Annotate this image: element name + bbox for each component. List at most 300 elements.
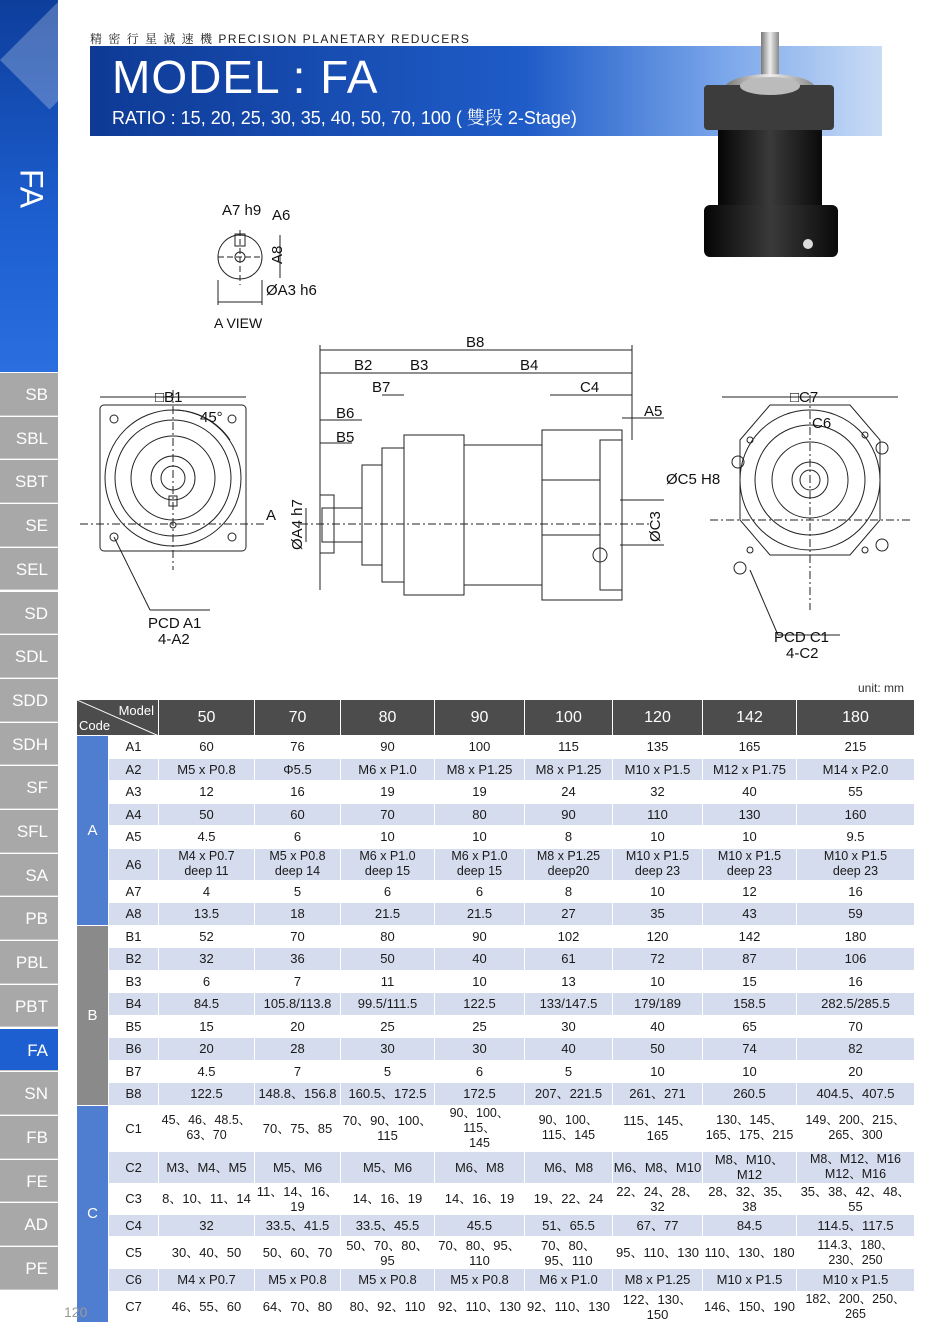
table-cell: 80 (435, 803, 525, 826)
model-header-180: 180 (797, 700, 915, 736)
nav-item-sdd[interactable]: SDD (0, 679, 58, 722)
table-row-b8 (77, 1083, 915, 1106)
page-number: 120 (64, 1304, 88, 1320)
table-cell: 20 (255, 1015, 341, 1038)
table-cell: 105.8/113.8 (255, 993, 341, 1016)
table-cell: 87 (703, 948, 797, 971)
row-code: B4 (109, 993, 159, 1016)
table-cell: 99.5/111.5 (341, 993, 435, 1016)
row-code: A1 (109, 736, 159, 759)
table-cell: 207、221.5 (525, 1083, 613, 1106)
table-cell: M8 x P1.25 (525, 758, 613, 781)
table-cell: 92、110、130 (525, 1291, 613, 1322)
table-cell: 5 (255, 880, 341, 903)
row-code: A3 (109, 781, 159, 804)
corner-model-label: Model (118, 703, 154, 718)
table-cell: 28、32、35、38 (703, 1183, 797, 1214)
table-cell: 158.5 (703, 993, 797, 1016)
label-a-arrow: A (266, 507, 277, 524)
table-cell: 33.5、45.5 (341, 1214, 435, 1237)
group-label-b: B (77, 925, 109, 1105)
nav-item-fa[interactable]: FA (0, 1029, 58, 1072)
table-cell: 20 (797, 1060, 915, 1083)
label-a3: ØA3 h6 (266, 282, 317, 299)
table-row-b6 (77, 1038, 915, 1061)
table-cell: M6 x P1.0 (525, 1269, 613, 1292)
table-cell: 102 (525, 925, 613, 948)
side-model-code: FA (13, 168, 50, 209)
label-a-view: A VIEW (214, 315, 263, 331)
nav-item-sdl[interactable]: SDL (0, 635, 58, 678)
nav-item-sd[interactable]: SD (0, 592, 58, 635)
table-cell: 11 (341, 970, 435, 993)
label-4-c2: 4-C2 (786, 645, 819, 662)
table-row-c3 (77, 1183, 915, 1214)
label-c7: □C7 (790, 389, 819, 406)
table-cell: 14、16、19 (341, 1183, 435, 1214)
table-cell: 28 (255, 1038, 341, 1061)
table-row-a8 (77, 903, 915, 926)
table-cell: 5 (525, 1060, 613, 1083)
table-cell: 172.5 (435, 1083, 525, 1106)
row-code: B8 (109, 1083, 159, 1106)
table-cell: 50 (613, 1038, 703, 1061)
table-cell: 10 (703, 826, 797, 849)
table-cell: 32 (613, 781, 703, 804)
table-cell: M10 x P1.5 (703, 1269, 797, 1292)
table-cell: 76 (255, 736, 341, 759)
table-cell: 12 (159, 781, 255, 804)
table-cell: 80、92、110 (341, 1291, 435, 1322)
table-cell: M6 x P1.0 deep 15 (341, 848, 435, 880)
nav-item-pbt[interactable]: PBT (0, 985, 58, 1028)
table-cell: 10 (435, 970, 525, 993)
table-cell: 40 (703, 781, 797, 804)
model-header-70: 70 (255, 700, 341, 736)
table-cell: M4 x P0.7 deep 11 (159, 848, 255, 880)
table-row-a4 (77, 803, 915, 826)
dimension-drawings (60, 190, 940, 690)
table-cell: 114.5、117.5 (797, 1214, 915, 1237)
table-cell: 4.5 (159, 826, 255, 849)
table-cell: 146、150、190 (703, 1291, 797, 1322)
row-code: B3 (109, 970, 159, 993)
table-cell: 4.5 (159, 1060, 255, 1083)
table-cell: 100 (435, 736, 525, 759)
table-cell: 8 (525, 826, 613, 849)
table-cell: 30 (341, 1038, 435, 1061)
table-cell: 15 (703, 970, 797, 993)
table-cell: 133/147.5 (525, 993, 613, 1016)
table-cell: 70、80、 95、110 (525, 1237, 613, 1269)
table-cell: 46、55、60 (159, 1291, 255, 1322)
table-cell: 115、145、165 (613, 1105, 703, 1151)
table-cell: 82 (797, 1038, 915, 1061)
model-header-80: 80 (341, 700, 435, 736)
table-cell: 84.5 (159, 993, 255, 1016)
table-cell: 106 (797, 948, 915, 971)
table-cell: 182、200、250、265 (797, 1291, 915, 1322)
table-cell: 6 (159, 970, 255, 993)
table-cell: 90、100、 115、145 (525, 1105, 613, 1151)
nav-item-pb[interactable]: PB (0, 897, 58, 940)
table-cell: 64、70、80 (255, 1291, 341, 1322)
label-c5: ØC5 H8 (666, 471, 721, 488)
label-b1: □B1 (155, 389, 183, 406)
table-cell: 165 (703, 736, 797, 759)
table-cell: M8 x P1.25 (435, 758, 525, 781)
side-banner (0, 0, 58, 372)
table-cell: 50 (159, 803, 255, 826)
table-cell: M8 x P1.25 deep20 (525, 848, 613, 880)
table-cell: 45、46、48.5、 63、70 (159, 1105, 255, 1151)
table-cell: 16 (797, 970, 915, 993)
row-code: C4 (109, 1214, 159, 1237)
table-cell: M10 x P1.5 deep 23 (797, 848, 915, 880)
table-cell: 115 (525, 736, 613, 759)
table-row-b3 (77, 970, 915, 993)
row-code: B7 (109, 1060, 159, 1083)
table-cell: M8 x P1.25 (613, 1269, 703, 1292)
corner-code-label: Code (79, 718, 111, 733)
table-cell: 110、130、180 (703, 1237, 797, 1269)
table-cell: 16 (255, 781, 341, 804)
table-cell: 65 (703, 1015, 797, 1038)
table-cell: 19、22、24 (525, 1183, 613, 1214)
table-cell: 59 (797, 903, 915, 926)
row-code: C7 (109, 1291, 159, 1322)
table-cell: 45.5 (435, 1214, 525, 1237)
table-cell: M6、M8 (525, 1151, 613, 1183)
label-pcd-a1: PCD A1 (148, 615, 202, 632)
table-cell: 160.5、172.5 (341, 1083, 435, 1106)
table-cell: 110 (613, 803, 703, 826)
table-cell: 95、110、130 (613, 1237, 703, 1269)
table-cell: 7 (255, 970, 341, 993)
label-b5: B5 (336, 429, 355, 446)
table-cell: 122.5 (159, 1083, 255, 1106)
table-cell: 70 (797, 1015, 915, 1038)
table-cell: 70、75、85 (255, 1105, 341, 1151)
nav-item-fb[interactable]: FB (0, 1116, 58, 1159)
table-cell: 90 (341, 736, 435, 759)
table-cell: 142 (703, 925, 797, 948)
nav-item-sdh[interactable]: SDH (0, 723, 58, 766)
table-cell: 51、65.5 (525, 1214, 613, 1237)
table-cell: 6 (435, 880, 525, 903)
table-cell: 40 (613, 1015, 703, 1038)
table-row-a7 (77, 880, 915, 903)
side-view (300, 345, 664, 600)
label-a8: A8 (269, 245, 286, 264)
table-cell: 80 (341, 925, 435, 948)
table-cell: 70、90、100、 115 (341, 1105, 435, 1151)
row-code: C2 (109, 1151, 159, 1183)
table-cell: 60 (159, 736, 255, 759)
table-cell: 6 (341, 880, 435, 903)
unit-label: unit: mm (858, 681, 905, 695)
table-cell: 74 (703, 1038, 797, 1061)
table-cell: 60 (255, 803, 341, 826)
table-cell: 6 (255, 826, 341, 849)
table-cell: 148.8、156.8 (255, 1083, 341, 1106)
table-cell: 32 (159, 1214, 255, 1237)
table-cell: 67、77 (613, 1214, 703, 1237)
table-cell: 30 (435, 1038, 525, 1061)
label-pcd-c1: PCD C1 (774, 629, 830, 646)
table-cell: 180 (797, 925, 915, 948)
table-cell: 7 (255, 1060, 341, 1083)
table-cell: 32 (159, 948, 255, 971)
table-cell: 11、14、16、19 (255, 1183, 341, 1214)
table-cell: 33.5、41.5 (255, 1214, 341, 1237)
table-cell: M10 x P1.5 (613, 758, 703, 781)
label-b2: B2 (354, 357, 373, 374)
table-cell: 90 (525, 803, 613, 826)
table-cell: 8、10、11、14 (159, 1183, 255, 1214)
table-row-a1 (77, 736, 915, 759)
table-cell: 10 (613, 1060, 703, 1083)
table-cell: 24 (525, 781, 613, 804)
table-cell: 10 (613, 880, 703, 903)
table-cell: 72 (613, 948, 703, 971)
table-cell: 20 (159, 1038, 255, 1061)
table-cell: 10 (613, 826, 703, 849)
table-cell: 70、80、95、 110 (435, 1237, 525, 1269)
table-cell: M5 x P0.8 (435, 1269, 525, 1292)
output-end-view (710, 395, 910, 635)
nav-item-ad[interactable]: AD (0, 1203, 58, 1246)
nav-item-sa[interactable]: SA (0, 854, 58, 897)
table-cell: 14、16、19 (435, 1183, 525, 1214)
table-row-a6 (77, 848, 915, 880)
table-cell: M4 x P0.7 (159, 1269, 255, 1292)
row-code: A8 (109, 903, 159, 926)
table-cell: 84.5 (703, 1214, 797, 1237)
table-cell: 43 (703, 903, 797, 926)
group-label-c: C (77, 1105, 109, 1322)
row-code: A2 (109, 758, 159, 781)
table-cell: 215 (797, 736, 915, 759)
table-cell: 5 (341, 1060, 435, 1083)
nav-item-sbl[interactable]: SBL (0, 417, 58, 460)
table-cell: 135 (613, 736, 703, 759)
table-cell: 122.5 (435, 993, 525, 1016)
table-cell: 36 (255, 948, 341, 971)
table-cell: 30 (525, 1015, 613, 1038)
table-row-c5 (77, 1237, 915, 1269)
table-cell: 50 (341, 948, 435, 971)
table-cell: 10 (703, 1060, 797, 1083)
nav-item-pe[interactable]: PE (0, 1247, 58, 1290)
table-row-c1 (77, 1105, 915, 1151)
table-cell: 50、60、70 (255, 1237, 341, 1269)
table-cell: M12 x P1.75 (703, 758, 797, 781)
table-cell: 25 (435, 1015, 525, 1038)
table-cell: 30、40、50 (159, 1237, 255, 1269)
table-cell: 35、38、42、48、55 (797, 1183, 915, 1214)
table-cell: 6 (435, 1060, 525, 1083)
label-a7: A7 h9 (222, 202, 262, 219)
table-cell: 282.5/285.5 (797, 993, 915, 1016)
nav-item-sb[interactable]: SB (0, 373, 58, 416)
table-cell: 40 (525, 1038, 613, 1061)
label-b6: B6 (336, 405, 355, 422)
table-cell: 35 (613, 903, 703, 926)
label-45deg: 45° (200, 409, 223, 426)
table-cell: M6、M8、M10 (613, 1151, 703, 1183)
table-cell: 21.5 (341, 903, 435, 926)
table-cell: 4 (159, 880, 255, 903)
model-header-100: 100 (525, 700, 613, 736)
nav-item-pbl[interactable]: PBL (0, 941, 58, 984)
table-row-c4 (77, 1214, 915, 1237)
label-4-a2: 4-A2 (158, 631, 190, 648)
nav-item-sn[interactable]: SN (0, 1072, 58, 1115)
table-cell: 70 (341, 803, 435, 826)
row-code: B6 (109, 1038, 159, 1061)
table-cell: 27 (525, 903, 613, 926)
table-cell: 40 (435, 948, 525, 971)
label-a6: A6 (272, 207, 291, 224)
table-cell: 10 (435, 826, 525, 849)
table-cell: 18 (255, 903, 341, 926)
dimension-spec-table (76, 699, 915, 1323)
table-cell: 179/189 (613, 993, 703, 1016)
flange-ring (740, 77, 800, 95)
table-row-a2 (77, 758, 915, 781)
model-header-50: 50 (159, 700, 255, 736)
table-cell: M10 x P1.5 (797, 1269, 915, 1292)
row-code: B1 (109, 925, 159, 948)
label-a4: ØA4 h7 (289, 499, 306, 550)
table-cell: 90、100、115、 145 (435, 1105, 525, 1151)
table-cell: 70 (255, 925, 341, 948)
table-cell: M6、M8 (435, 1151, 525, 1183)
table-cell: 21.5 (435, 903, 525, 926)
table-cell: 10 (341, 826, 435, 849)
table-cell: M3、M4、M5 (159, 1151, 255, 1183)
table-cell: 130 (703, 803, 797, 826)
table-cell: M10 x P1.5 deep 23 (703, 848, 797, 880)
row-code: A5 (109, 826, 159, 849)
table-cell: M5、M6 (255, 1151, 341, 1183)
model-header-142: 142 (703, 700, 797, 736)
table-cell: M6 x P1.0 (341, 758, 435, 781)
table-cell: 19 (341, 781, 435, 804)
table-cell: M10 x P1.5 deep 23 (613, 848, 703, 880)
table-cell: M5 x P0.8 deep 14 (255, 848, 341, 880)
table-cell: 13 (525, 970, 613, 993)
table-row-a5 (77, 826, 915, 849)
table-row-c2 (77, 1151, 915, 1183)
table-cell: 22、24、28、32 (613, 1183, 703, 1214)
table-cell: 90 (435, 925, 525, 948)
side-navigation (0, 0, 58, 1344)
nav-item-se[interactable]: SE (0, 504, 58, 547)
table-cell: 16 (797, 880, 915, 903)
table-cell: 149、200、215、 265、300 (797, 1105, 915, 1151)
row-code: A7 (109, 880, 159, 903)
row-code: C6 (109, 1269, 159, 1292)
table-cell: 130、145、 165、175、215 (703, 1105, 797, 1151)
table-cell: M5 x P0.8 (159, 758, 255, 781)
table-cell: 52 (159, 925, 255, 948)
table-cell: 8 (525, 880, 613, 903)
table-cell: 160 (797, 803, 915, 826)
ratio-line: RATIO : 15, 20, 25, 30, 35, 40, 50, 70, 100 ( 雙段 2-Stage) (112, 108, 577, 128)
label-b4: B4 (520, 357, 539, 374)
label-c3: ØC3 (647, 511, 664, 542)
label-a5: A5 (644, 403, 663, 420)
table-cell: 120 (613, 925, 703, 948)
table-row-b4 (77, 993, 915, 1016)
table-row-b1 (77, 925, 915, 948)
table-cell: 114.3、180、 230、250 (797, 1237, 915, 1269)
nav-item-sel[interactable]: SEL (0, 548, 58, 591)
table-cell: Φ5.5 (255, 758, 341, 781)
table-cell: 12 (703, 880, 797, 903)
label-b8: B8 (466, 334, 485, 351)
label-c4: C4 (580, 379, 600, 396)
table-cell: 55 (797, 781, 915, 804)
table-row-b2 (77, 948, 915, 971)
nav-item-sf[interactable]: SF (0, 766, 58, 809)
table-corner-header (77, 700, 159, 736)
table-cell: M5 x P0.8 (341, 1269, 435, 1292)
table-cell: M5 x P0.8 (255, 1269, 341, 1292)
table-row-c7 (77, 1291, 915, 1322)
table-cell: 15 (159, 1015, 255, 1038)
row-code: A4 (109, 803, 159, 826)
row-code: C5 (109, 1237, 159, 1269)
row-code: B2 (109, 948, 159, 971)
row-code: C1 (109, 1105, 159, 1151)
model-header-90: 90 (435, 700, 525, 736)
table-row-b7 (77, 1060, 915, 1083)
row-code: A6 (109, 848, 159, 880)
header-subtitle: 精 密 行 星 減 速 機 PRECISION PLANETARY REDUCERS (90, 32, 471, 46)
table-cell: 260.5 (703, 1083, 797, 1106)
table-cell: 261、271 (613, 1083, 703, 1106)
table-cell: 9.5 (797, 826, 915, 849)
side-stripe (0, 0, 58, 109)
row-code: C3 (109, 1183, 159, 1214)
table-cell: 19 (435, 781, 525, 804)
table-cell: M8、M12、M16 M12、M16 (797, 1151, 915, 1183)
group-label-a: A (77, 736, 109, 926)
nav-item-sbt[interactable]: SBT (0, 460, 58, 503)
page-title: MODEL : FA (112, 51, 379, 103)
table-cell: 404.5、407.5 (797, 1083, 915, 1106)
label-b7: B7 (372, 379, 391, 396)
table-cell: M14 x P2.0 (797, 758, 915, 781)
table-cell: 13.5 (159, 903, 255, 926)
table-row-b5 (77, 1015, 915, 1038)
label-b3: B3 (410, 357, 429, 374)
table-cell: 61 (525, 948, 613, 971)
table-cell: 122、130、150 (613, 1291, 703, 1322)
nav-item-sfl[interactable]: SFL (0, 810, 58, 853)
table-cell: M8、M10、M12 (703, 1151, 797, 1183)
table-cell: 50、70、80、95 (341, 1237, 435, 1269)
nav-item-fe[interactable]: FE (0, 1160, 58, 1203)
table-cell: 25 (341, 1015, 435, 1038)
row-code: B5 (109, 1015, 159, 1038)
table-cell: M5、M6 (341, 1151, 435, 1183)
model-header-120: 120 (613, 700, 703, 736)
table-row-c6 (77, 1269, 915, 1292)
